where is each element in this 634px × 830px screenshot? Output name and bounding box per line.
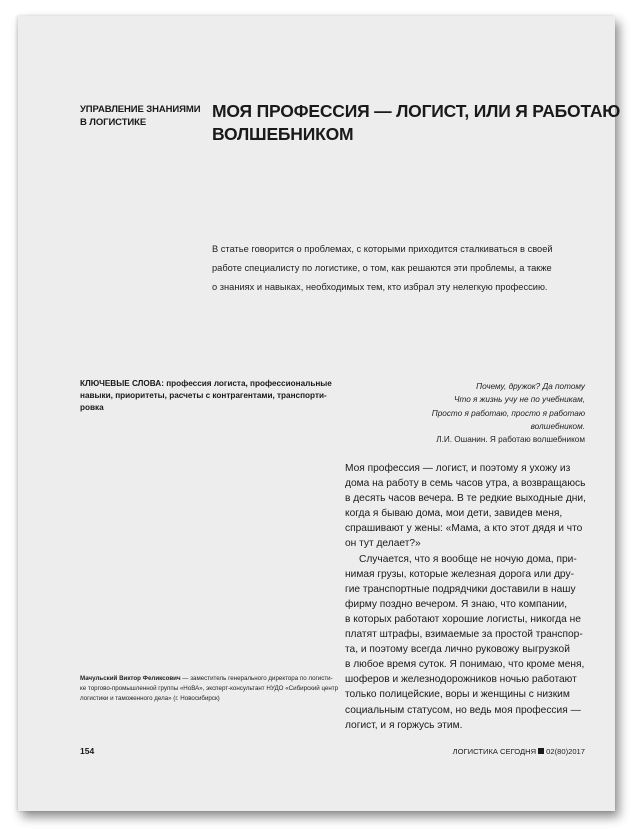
body-line: спрашивают у жены: «Мама, а кто этот дядя и что	[345, 523, 583, 535]
author-info	[80, 674, 339, 704]
epigraph	[345, 380, 585, 446]
body-line: в которых работают хорошие логисты, никогда не	[345, 613, 581, 625]
keywords-line2: навыки, приоритеты, расчеты с контрагентами, транспорти-	[80, 391, 327, 400]
article-title	[212, 100, 621, 146]
body-line: фирму поздно вечером. Я знаю, что компании,	[345, 598, 568, 610]
journal-page	[18, 16, 621, 811]
author-info-line2: ке торгово-промышленной группы «НоВА», эксперт-консультант НУДО «Сибирский центр	[80, 685, 339, 692]
body-line: Случается, что я вообще не ночую дома, при-	[359, 553, 577, 565]
body-line: в десять часов вечера. В те редкие выходные дни,	[345, 493, 586, 505]
author-info-line1: — заместитель генерального директора по логисти-	[180, 675, 333, 682]
body-line: гие транспортные подрядчики доставили в нашу	[345, 583, 576, 595]
epigraph-line: Почему, дружок? Да потому	[476, 382, 585, 391]
body-line: логист, и я горжусь этим.	[345, 719, 463, 731]
epigraph-author: Л.И. Ошанин. Я работаю волшебником	[436, 435, 585, 445]
epigraph-line: Просто я работаю, просто я работаю	[431, 408, 585, 418]
body-line: нимая грузы, которые железная дорога или дру-	[345, 568, 574, 580]
section-label	[80, 103, 200, 129]
author-name: Мачульский Виктор Феликсович	[80, 675, 181, 682]
body-line: он тут делает?»	[345, 538, 421, 550]
author-info-line3: логистики и таможенного дела» (г. Новосибирск)	[80, 695, 220, 702]
journal-footer	[453, 747, 585, 756]
journal-issue: 02(80)2017	[546, 747, 585, 756]
body-line: та, и поэтому всегда лично руковожу выгрузкой	[345, 644, 570, 656]
body-line: дома на работу в семь часов утра, а возвращаюсь	[345, 478, 586, 490]
body-line: платят штрафы, взимаемые за простой транспор-	[345, 629, 583, 641]
keywords-line1: профессия логиста, профессиональные	[163, 379, 332, 388]
keywords-line3: ровка	[80, 403, 104, 412]
epigraph-line: Что я жизнь учу не по учебникам,	[453, 395, 585, 405]
abstract-line: работе специалисту по логистике, о том, как решаются эти проблемы, а также	[212, 263, 552, 273]
square-separator-icon	[538, 748, 544, 754]
page-number: 154	[80, 746, 95, 756]
journal-name: ЛОГИСТИКА СЕГОДНЯ	[452, 747, 537, 756]
body-line: когда я бываю дома, мои дети, завидев меня,	[345, 508, 563, 520]
epigraph-line: волшебником.	[530, 421, 585, 431]
body-line: социальным статусом, но ведь моя профессия —	[345, 704, 581, 716]
section-label-line2: В ЛОГИСТИКЕ	[80, 117, 147, 128]
body-line: Моя профессия — логист, и поэтому я ухожу из	[345, 463, 571, 474]
keywords-block	[80, 378, 332, 414]
abstract-line: В статье говорится о проблемах, с которыми приходится сталкиваться в своей	[212, 244, 553, 254]
body-line: только полицейские, воры и женщины с низким	[345, 689, 570, 701]
body-line: шоферов и железнодорожников ночью работают	[345, 674, 577, 686]
article-body	[345, 461, 595, 733]
body-line: в любое время суток. Я понимаю, что кроме меня,	[345, 659, 585, 671]
section-label-line1: УПРАВЛЕНИЕ ЗНАНИЯМИ	[80, 104, 201, 115]
abstract-line: о знаниях и навыках, необходимых тем, кто избрал эту нелегкую профессию.	[212, 282, 548, 292]
article-title-line2: ВОЛШЕБНИКОМ	[212, 124, 354, 144]
article-title-line1: МОЯ ПРОФЕССИЯ — ЛОГИСТ, ИЛИ Я РАБОТАЮ	[212, 101, 621, 121]
abstract	[212, 240, 592, 297]
keywords-label: КЛЮЧЕВЫЕ СЛОВА:	[80, 379, 164, 388]
